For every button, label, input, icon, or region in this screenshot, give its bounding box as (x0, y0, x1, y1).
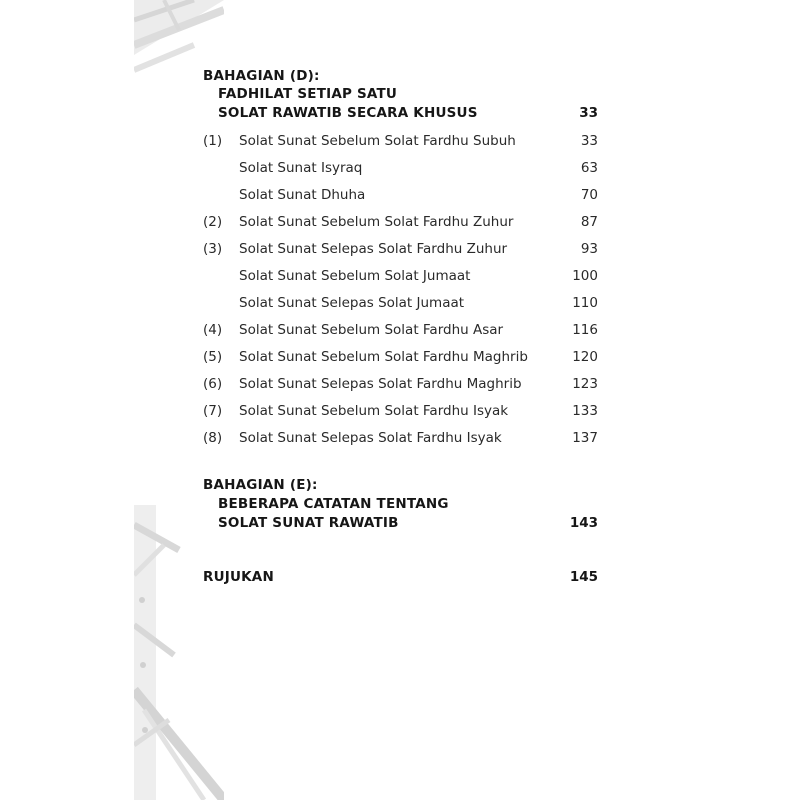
toc-entry[interactable] (203, 187, 598, 207)
toc-entry[interactable] (203, 322, 598, 342)
section-d-page: 33 (579, 105, 598, 121)
entry-number: (3) (203, 241, 223, 257)
section-e-subtitle: BEBERAPA CATATAN TENTANG (218, 496, 449, 512)
entry-page: 120 (572, 349, 598, 365)
section-d-subtitle-2: SOLAT RAWATIB SECARA KHUSUS (218, 105, 478, 121)
section-d-heading-line-3 (203, 105, 598, 125)
ornament-bottom-border (134, 505, 224, 800)
rujukan-heading[interactable] (203, 569, 598, 589)
entry-title: Solat Sunat Selepas Solat Jumaat (239, 295, 465, 311)
entry-page: 116 (572, 322, 598, 338)
entry-title: Solat Sunat Sebelum Solat Jumaat (239, 268, 471, 284)
toc-entry[interactable] (203, 376, 598, 396)
section-e-subtitle-2: SOLAT SUNAT RAWATIB (218, 515, 399, 531)
rujukan-page: 145 (569, 569, 598, 585)
entry-number: (7) (203, 403, 223, 419)
section-d-title: BAHAGIAN (D): (203, 68, 320, 84)
entry-title: Solat Sunat Sebelum Solat Fardhu Isyak (239, 403, 509, 419)
entry-page: 110 (572, 295, 598, 311)
entry-number: (2) (203, 214, 223, 230)
book-page (134, 0, 666, 800)
entry-title: Solat Sunat Sebelum Solat Fardhu Maghrib (239, 349, 528, 365)
entry-title: Solat Sunat Sebelum Solat Fardhu Zuhur (239, 214, 514, 230)
entry-page: 93 (580, 241, 598, 257)
entry-number: (4) (203, 322, 223, 338)
toc-entry[interactable] (203, 160, 598, 180)
entry-number: (1) (203, 133, 223, 149)
entry-title: Solat Sunat Sebelum Solat Fardhu Subuh (239, 133, 516, 149)
toc-entry[interactable] (203, 295, 598, 315)
entry-page: 87 (580, 214, 598, 230)
entry-page: 70 (580, 187, 598, 203)
entry-title: Solat Sunat Selepas Solat Fardhu Isyak (239, 430, 502, 446)
toc-entry[interactable] (203, 241, 598, 261)
entry-page: 63 (580, 160, 598, 176)
entry-page: 100 (572, 268, 598, 284)
entry-title: Solat Sunat Selepas Solat Fardhu Maghrib (239, 376, 522, 392)
section-e-heading-line-3 (203, 515, 598, 535)
section-e-page: 143 (569, 515, 598, 531)
toc-entry[interactable] (203, 349, 598, 369)
section-e-heading-line-2 (203, 496, 598, 516)
section-e-heading (203, 477, 598, 497)
toc-entry[interactable] (203, 268, 598, 288)
entry-page: 137 (572, 430, 598, 446)
toc-entry[interactable] (203, 133, 598, 153)
toc-entry[interactable] (203, 430, 598, 450)
entry-number: (5) (203, 349, 223, 365)
section-e-title: BAHAGIAN (E): (203, 477, 318, 493)
entry-page: 123 (572, 376, 598, 392)
toc-entry[interactable] (203, 403, 598, 423)
entry-title: Solat Sunat Sebelum Solat Fardhu Asar (239, 322, 504, 338)
entry-title: Solat Sunat Selepas Solat Fardhu Zuhur (239, 241, 508, 257)
entry-page: 133 (572, 403, 598, 419)
entry-title: Solat Sunat Dhuha (239, 187, 366, 203)
entry-number: (8) (203, 430, 223, 446)
toc-entry[interactable] (203, 214, 598, 234)
section-d-heading (203, 68, 598, 88)
rujukan-label: RUJUKAN (203, 569, 274, 585)
entry-title: Solat Sunat Isyraq (239, 160, 363, 176)
section-d-heading-line-2 (203, 86, 598, 106)
section-d-subtitle: FADHILAT SETIAP SATU (218, 86, 398, 102)
entry-page: 33 (580, 133, 598, 149)
entry-number: (6) (203, 376, 223, 392)
